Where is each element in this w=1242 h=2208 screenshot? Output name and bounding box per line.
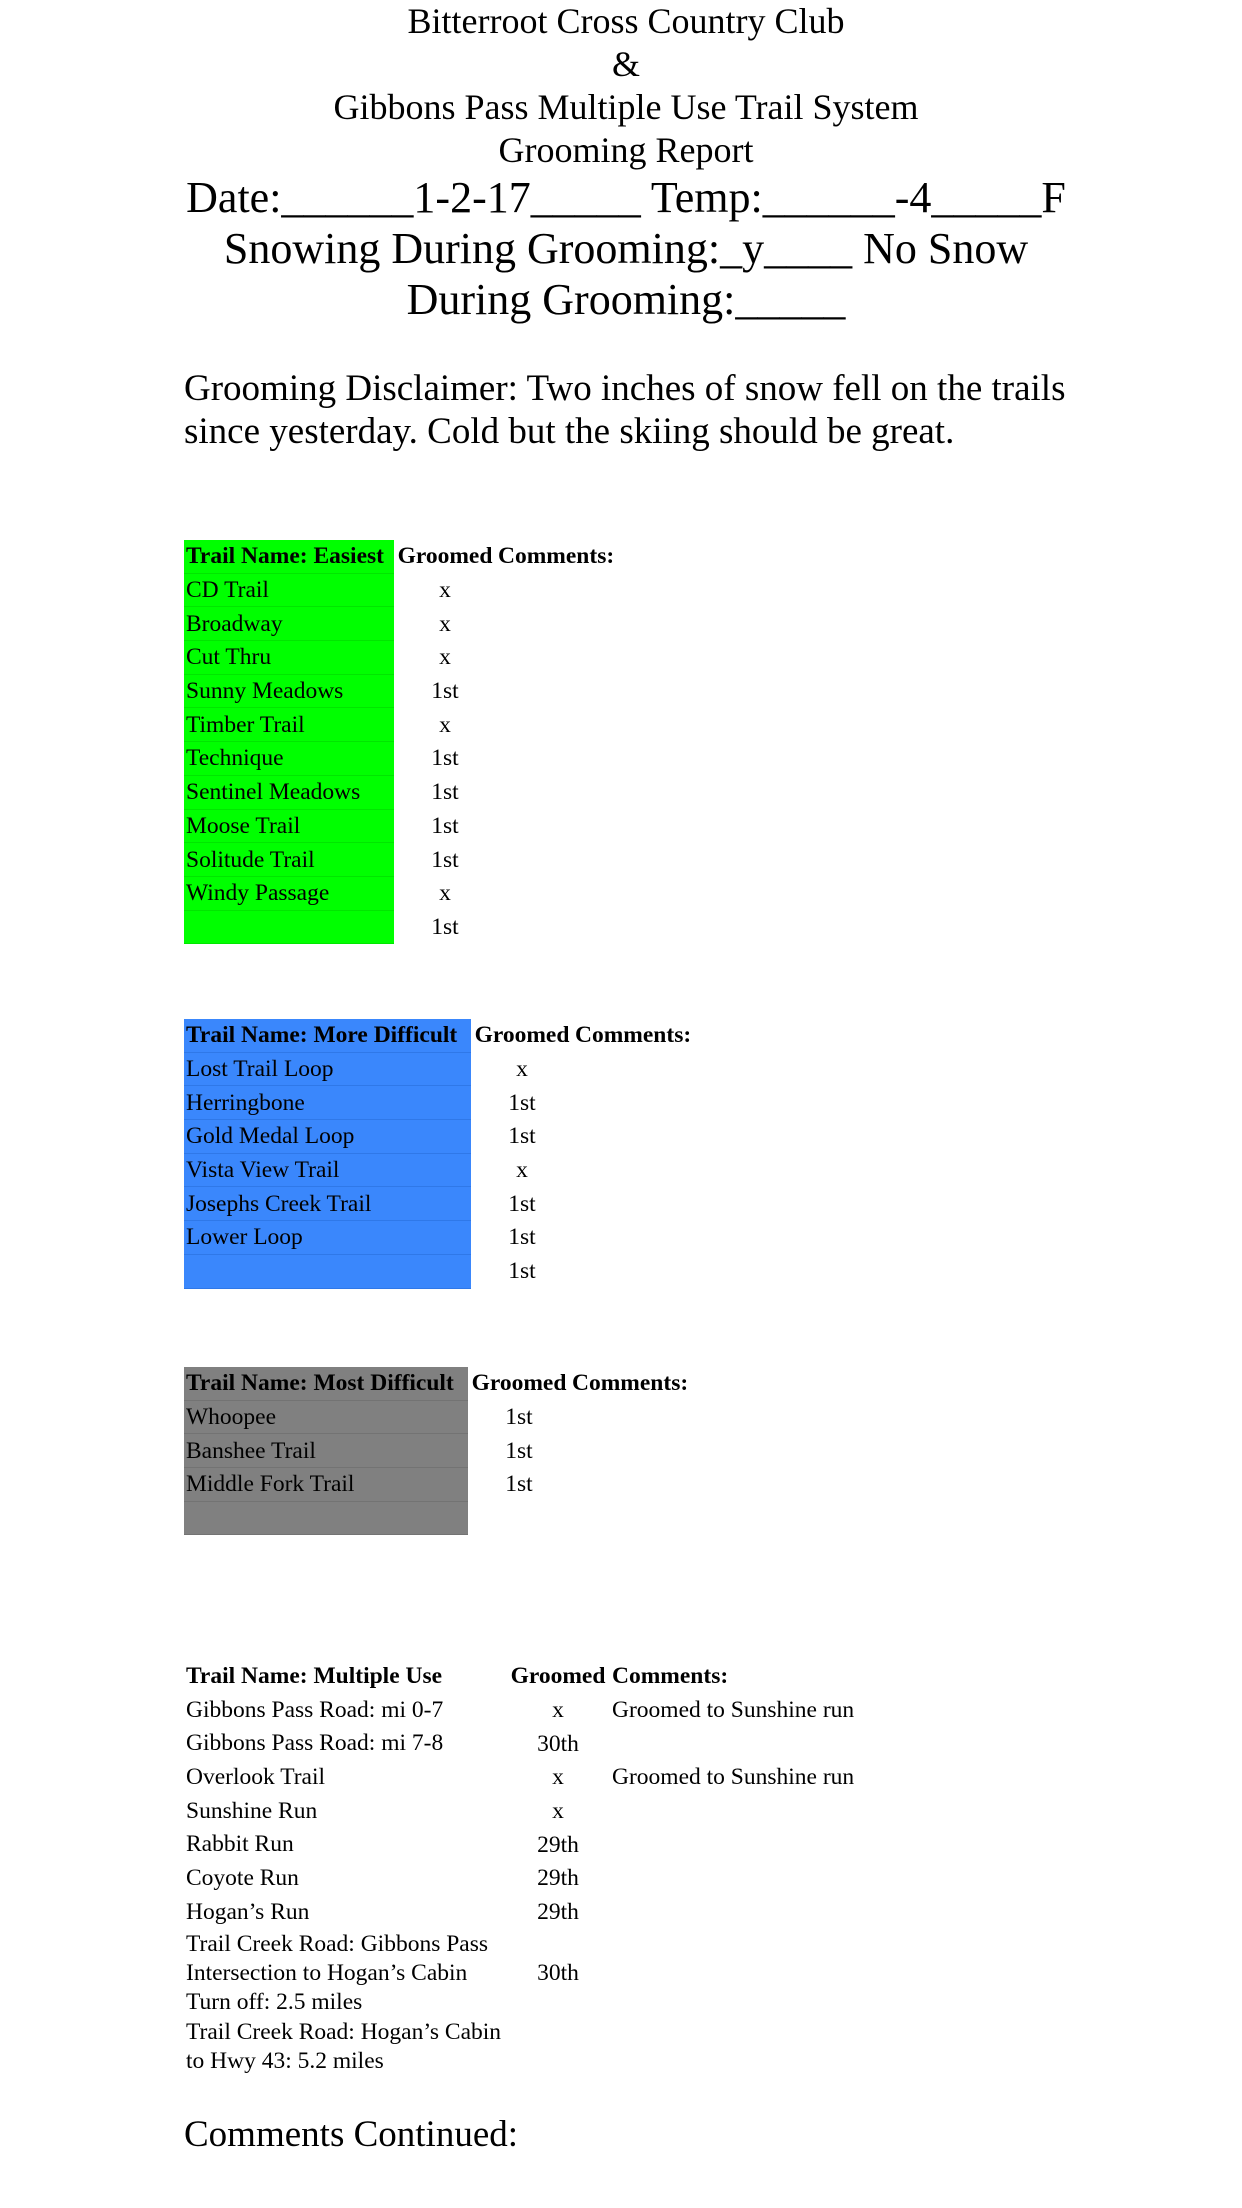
table-row	[184, 809, 616, 843]
trail-name-cell: Josephs Creek Trail	[184, 1187, 471, 1221]
table-row	[184, 1501, 690, 1535]
date-temp-line: Date:______1-2-17_____ Temp:______-4_____F	[186, 173, 1066, 222]
comment-cell	[610, 1929, 914, 2017]
comment-cell	[570, 1400, 690, 1434]
trail-name-cell: Whoopee	[184, 1400, 468, 1434]
comment-cell	[570, 1434, 690, 1468]
trail-name-cell: Sunshine Run	[186, 1797, 318, 1824]
groomed-cell: 1st	[431, 678, 459, 705]
groomed-cell: 30th	[537, 1730, 579, 1757]
groomed-cell: x	[439, 577, 451, 604]
trail-name-header: Trail Name: Easiest	[184, 540, 394, 573]
table-row	[184, 1052, 693, 1086]
comment-cell	[610, 1895, 914, 1929]
trail-name-cell: Sunny Meadows	[184, 674, 394, 708]
groomed-header: Groomed	[397, 543, 493, 570]
groomed-header: Groomed	[471, 1370, 567, 1397]
groomed-cell: 1st	[431, 745, 459, 772]
comment-cell	[610, 2017, 914, 2076]
table-row	[184, 1794, 914, 1828]
trail-name-cell: Middle Fork Trail	[184, 1468, 468, 1502]
trail-name-cell: Solitude Trail	[184, 843, 394, 877]
groomed-cell: 1st	[431, 779, 459, 806]
table-row	[184, 775, 616, 809]
groomed-cell: 1st	[508, 1224, 536, 1251]
groomed-cell: 1st	[505, 1471, 533, 1498]
easiest-trails-table	[184, 540, 616, 944]
table-row	[184, 1187, 693, 1221]
table-row	[184, 1727, 914, 1761]
table-row	[184, 2017, 914, 2076]
table-row	[184, 1120, 693, 1154]
groomed-cell: 1st	[505, 1437, 533, 1464]
table-row	[184, 1153, 693, 1187]
comment-cell	[570, 1468, 690, 1502]
trail-name-cell: Technique	[184, 742, 394, 776]
table-row	[184, 573, 616, 607]
snowing-line: Snowing During Grooming:_y____ No Snow	[223, 224, 1029, 273]
table-header-row	[184, 540, 616, 573]
groomed-cell: 1st	[431, 846, 459, 873]
trail-name-header: Trail Name: Most Difficult	[184, 1367, 468, 1400]
trail-name-cell: Overlook Trail	[186, 1763, 326, 1790]
table-row	[184, 910, 616, 944]
comment-cell: Groomed to Sunshine run	[612, 1697, 855, 1724]
groomed-cell: 1st	[508, 1123, 536, 1150]
trail-name-cell: Broadway	[184, 607, 394, 641]
trail-name-cell: Banshee Trail	[184, 1434, 468, 1468]
table-row	[184, 1761, 914, 1795]
most-difficult-trails-table	[184, 1367, 690, 1535]
trail-name-cell: Hogan’s Run	[186, 1898, 310, 1925]
comment-cell	[496, 641, 616, 675]
trail-name-cell: Gold Medal Loop	[184, 1120, 471, 1154]
table-row	[184, 1434, 690, 1468]
table-row	[184, 1221, 693, 1255]
trail-name-cell: Lost Trail Loop	[184, 1052, 471, 1086]
ampersand: &	[611, 44, 640, 84]
trail-name-cell: Vista View Trail	[184, 1153, 471, 1187]
table-row	[184, 641, 616, 675]
groomed-cell: 30th	[537, 1960, 579, 1986]
trail-system-title: Gibbons Pass Multiple Use Trail System	[333, 87, 919, 127]
comment-cell	[610, 1862, 914, 1896]
during-grooming-line: During Grooming:_____	[406, 275, 846, 324]
table-row	[184, 876, 616, 910]
comment-cell	[573, 1153, 693, 1187]
comments-continued: Comments Continued:	[184, 2114, 519, 2155]
trail-name-cell: Coyote Run	[186, 1864, 299, 1891]
trail-name-cell: Gibbons Pass Road: mi 0-7	[186, 1696, 444, 1723]
trail-name-cell: Lower Loop	[184, 1221, 471, 1255]
table-row	[184, 674, 616, 708]
trail-name-header: Trail Name: More Difficult	[184, 1019, 471, 1052]
comments-header: Comments:	[575, 1022, 692, 1049]
groomed-cell: x	[439, 711, 451, 738]
table-row	[184, 742, 616, 776]
trail-name-cell	[184, 910, 394, 944]
comment-cell	[610, 1727, 914, 1761]
trail-name-header: Trail Name: Multiple Use	[186, 1662, 443, 1689]
trail-name-cell: Herringbone	[184, 1086, 471, 1120]
groomed-header: Groomed	[474, 1022, 570, 1049]
table-row	[184, 1468, 690, 1502]
trail-name-cell	[184, 1501, 468, 1535]
groomed-cell: x	[552, 1798, 564, 1825]
grooming-disclaimer: Grooming Disclaimer: Two inches of snow fell on the trails since yesterday. Cold but the skiing should be great.	[184, 368, 1066, 452]
comments-header: Comments:	[498, 543, 615, 570]
comment-cell	[496, 708, 616, 742]
report-header	[0, 0, 1242, 325]
comment-cell	[573, 1254, 693, 1288]
groomed-cell: 1st	[431, 812, 459, 839]
comment-cell	[496, 843, 616, 877]
groomed-cell: 29th	[537, 1831, 579, 1858]
comment-cell	[496, 573, 616, 607]
comment-cell	[496, 674, 616, 708]
comments-header: Comments:	[612, 1663, 729, 1690]
comment-cell	[573, 1221, 693, 1255]
comment-cell	[496, 876, 616, 910]
trail-name-cell: Gibbons Pass Road: mi 7-8	[186, 1730, 444, 1757]
comment-cell	[496, 607, 616, 641]
table-row	[184, 1862, 914, 1896]
groomed-cell: x	[439, 880, 451, 907]
trail-name-cell: Rabbit Run	[186, 1831, 294, 1858]
groomed-cell: 1st	[505, 1404, 533, 1431]
comment-cell	[573, 1187, 693, 1221]
table-row	[184, 1929, 914, 2017]
trail-name-cell	[184, 1254, 471, 1288]
groomed-cell: 1st	[508, 1190, 536, 1217]
table-row	[184, 607, 616, 641]
table-row	[184, 1254, 693, 1288]
groomed-cell: 1st	[508, 1089, 536, 1116]
comments-header: Comments:	[572, 1370, 689, 1397]
groomed-cell: x	[516, 1056, 528, 1083]
report-title: Grooming Report	[498, 130, 754, 170]
club-title: Bitterroot Cross Country Club	[407, 1, 845, 41]
comment-cell	[610, 1828, 914, 1862]
groomed-cell: x	[439, 644, 451, 671]
table-header-row	[184, 1019, 693, 1052]
table-header-row	[184, 1660, 914, 1693]
trail-name-cell: Sentinel Meadows	[184, 775, 394, 809]
comment-cell	[496, 910, 616, 944]
comment-cell	[496, 742, 616, 776]
comment-cell	[610, 1794, 914, 1828]
groomed-cell: x	[552, 1697, 564, 1724]
groomed-cell: 29th	[537, 1865, 579, 1892]
table-header-row	[184, 1367, 690, 1400]
groomed-cell: x	[439, 610, 451, 637]
table-row	[184, 1895, 914, 1929]
table-row	[184, 1828, 914, 1862]
comment-cell	[570, 1501, 690, 1535]
comment-cell	[573, 1120, 693, 1154]
more-difficult-trails-table	[184, 1019, 693, 1289]
comment-cell	[496, 809, 616, 843]
comment-cell	[573, 1086, 693, 1120]
groomed-cell: 1st	[508, 1258, 536, 1285]
trail-name-cell: Cut Thru	[184, 641, 394, 675]
trail-name-cell: Moose Trail	[184, 809, 394, 843]
comment-cell	[496, 775, 616, 809]
table-row	[184, 708, 616, 742]
table-row	[184, 1400, 690, 1434]
groomed-cell: x	[552, 1764, 564, 1791]
trail-name-cell: Windy Passage	[184, 876, 394, 910]
groomed-cell	[468, 1501, 570, 1535]
comment-cell: Groomed to Sunshine run	[612, 1764, 855, 1791]
groomed-header: Groomed	[510, 1663, 606, 1690]
multiple-use-trails-table	[184, 1660, 914, 2077]
groomed-cell	[506, 2017, 610, 2076]
groomed-cell: 29th	[537, 1899, 579, 1926]
table-row	[184, 843, 616, 877]
trail-name-cell: Trail Creek Road: Gibbons Pass Intersection to Hogan’s Cabin Turn off: 2.5 miles	[186, 1930, 489, 2015]
table-row	[184, 1693, 914, 1727]
trail-name-cell: CD Trail	[184, 573, 394, 607]
trail-name-cell: Trail Creek Road: Hogan’s Cabin to Hwy 43: 5.2 miles	[186, 2018, 502, 2074]
table-row	[184, 1086, 693, 1120]
groomed-cell: x	[516, 1157, 528, 1184]
groomed-cell: 1st	[431, 913, 459, 940]
comment-cell	[573, 1052, 693, 1086]
trail-name-cell: Timber Trail	[184, 708, 394, 742]
